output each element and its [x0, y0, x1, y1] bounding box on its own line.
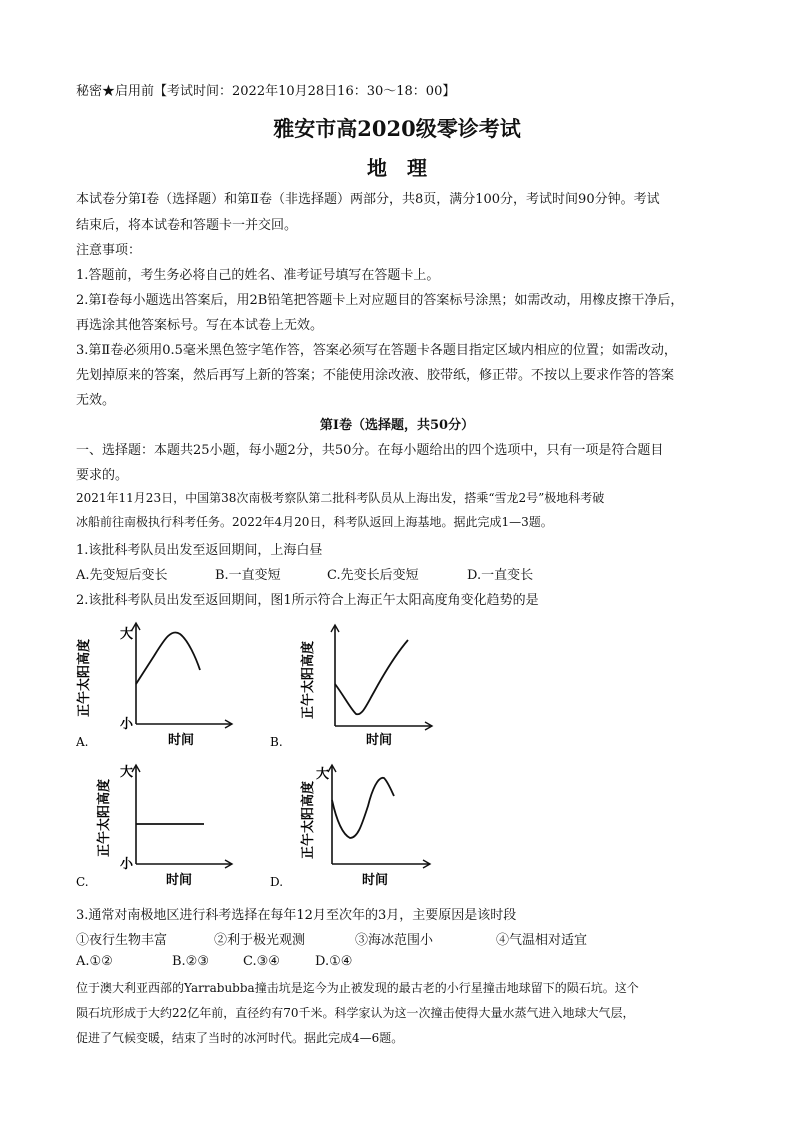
- q3-option-a[interactable]: A.①②: [76, 954, 113, 969]
- notice-line: 3.第Ⅱ卷必须用0.5毫米黑色签字笔作答，答案必须写在答题卡各题目指定区域内相应的位置；如需改动，: [76, 343, 677, 358]
- q3-choice-2: ②利于极光观测: [214, 933, 306, 948]
- graph-option-label: C.: [76, 875, 89, 889]
- notice-line: 无效。: [76, 393, 116, 408]
- q1-option-b[interactable]: B.一直变短: [215, 568, 281, 583]
- passage-2-line: 陨石坑形成于大约22亿年前，直径约有70千米。科学家认为这一次撞击使得大量水蒸气进入地球大气层，: [76, 1006, 635, 1020]
- q1-option-a[interactable]: A.先变短后变长: [76, 568, 168, 583]
- notice-line: 再选涂其他答案标号。写在本试卷上无效。: [76, 318, 324, 333]
- y-axis-label: 正午太阳高度: [301, 780, 316, 860]
- y-min-label: 小: [120, 857, 134, 872]
- intro-line: 结束后，将本试卷和答题卡一并交回。: [76, 218, 298, 233]
- confidential-header: 秘密★启用前【考试时间：2022年10月28日16：30～18：00】: [76, 84, 456, 99]
- notice-line: 1.答题前，考生务必将自己的姓名、准考证号填写在答题卡上。: [76, 268, 440, 283]
- graph-option-label: B.: [270, 735, 283, 749]
- notice-line: 2.第Ⅰ卷每小题选出答案后，用2B铅笔把答题卡上对应题目的答案标号涂黑；如需改动，用橡皮擦干净后，: [76, 293, 684, 308]
- q3-option-d[interactable]: D.①④: [315, 954, 353, 969]
- graph-option-c[interactable]: [76, 762, 246, 892]
- graph-option-a[interactable]: [76, 618, 246, 754]
- subject-title: 地 理: [367, 156, 427, 180]
- graph-option-label: D.: [270, 875, 284, 889]
- curve-a: [136, 632, 200, 684]
- section-desc: 要求的。: [76, 468, 129, 483]
- question-2-stem: 2.该批科考队员出发至返回期间，图1所示符合上海正午太阳高度角变化趋势的是: [76, 593, 539, 608]
- passage-2-line: 位于澳大利亚西部的Yarrabubba撞击坑是迄今为止被发现的最古老的小行星撞击地球留下的陨石坑。这个: [76, 981, 639, 995]
- q1-option-d[interactable]: D.一直变长: [467, 568, 534, 583]
- curve-b: [335, 640, 408, 714]
- y-axis-label: 正午太阳高度: [97, 778, 112, 858]
- graph-b-svg: [270, 618, 440, 754]
- notice-title: 注意事项：: [76, 243, 142, 258]
- q3-option-c[interactable]: C.③④: [243, 954, 280, 969]
- x-axis-label: 时间: [166, 873, 193, 888]
- section-desc: 一、选择题：本题共25小题，每小题2分，共50分。在每小题给出的四个选项中，只有一项是符合题目: [76, 443, 664, 458]
- y-max-label: 大: [316, 767, 330, 782]
- notice-line: 先划掉原来的答案，然后再写上新的答案；不能使用涂改液、胶带纸，修正带。不按以上要求作答的答案: [76, 368, 675, 383]
- q3-choice-4: ④气温相对适宜: [496, 933, 588, 948]
- exam-title: 雅安市高2020级零诊考试: [273, 116, 521, 141]
- graph-option-d[interactable]: [270, 762, 440, 892]
- graph-d-svg: [270, 762, 440, 892]
- y-min-label: 小: [120, 717, 134, 732]
- graph-option-label: A.: [76, 735, 89, 749]
- q3-choice-1: ①夜行生物丰富: [76, 933, 168, 948]
- q3-option-b[interactable]: B.②③: [172, 954, 209, 969]
- section-title: 第Ⅰ卷（选择题，共50分）: [319, 418, 475, 433]
- y-axis-label: 正午太阳高度: [301, 640, 316, 720]
- y-max-label: 大: [120, 765, 134, 780]
- y-axis-label: 正午太阳高度: [77, 638, 92, 718]
- x-axis-label: 时间: [362, 873, 389, 888]
- passage-1-line: 2021年11月23日，中国第38次南极考察队第二批科考队员从上海出发，搭乘“雪龙2号”极地科考破: [76, 491, 605, 505]
- graph-a-svg: [76, 618, 246, 754]
- q3-choice-3: ③海冰范围小: [355, 933, 434, 948]
- x-axis-label: 时间: [168, 733, 195, 748]
- passage-2-line: 促进了气候变暖，结束了当时的冰河时代。据此完成4—6题。: [76, 1031, 404, 1045]
- question-3-stem: 3.通常对南极地区进行科考选择在每年12月至次年的3月，主要原因是该时段: [76, 908, 517, 923]
- passage-1-line: 冰船前往南极执行科考任务。2022年4月20日，科考队返回上海基地。据此完成1—3题。: [76, 515, 553, 529]
- y-max-label: 大: [120, 627, 134, 642]
- graph-c-svg: [76, 762, 246, 892]
- intro-line: 本试卷分第Ⅰ卷（选择题）和第Ⅱ卷（非选择题）两部分，共8页，满分100分，考试时间90分钟。考试: [76, 192, 660, 207]
- q1-option-c[interactable]: C.先变长后变短: [327, 568, 419, 583]
- question-1-stem: 1.该批科考队员出发至返回期间，上海白昼: [76, 543, 323, 558]
- x-axis-label: 时间: [366, 733, 393, 748]
- graph-option-b[interactable]: [270, 618, 440, 754]
- curve-d: [332, 778, 394, 838]
